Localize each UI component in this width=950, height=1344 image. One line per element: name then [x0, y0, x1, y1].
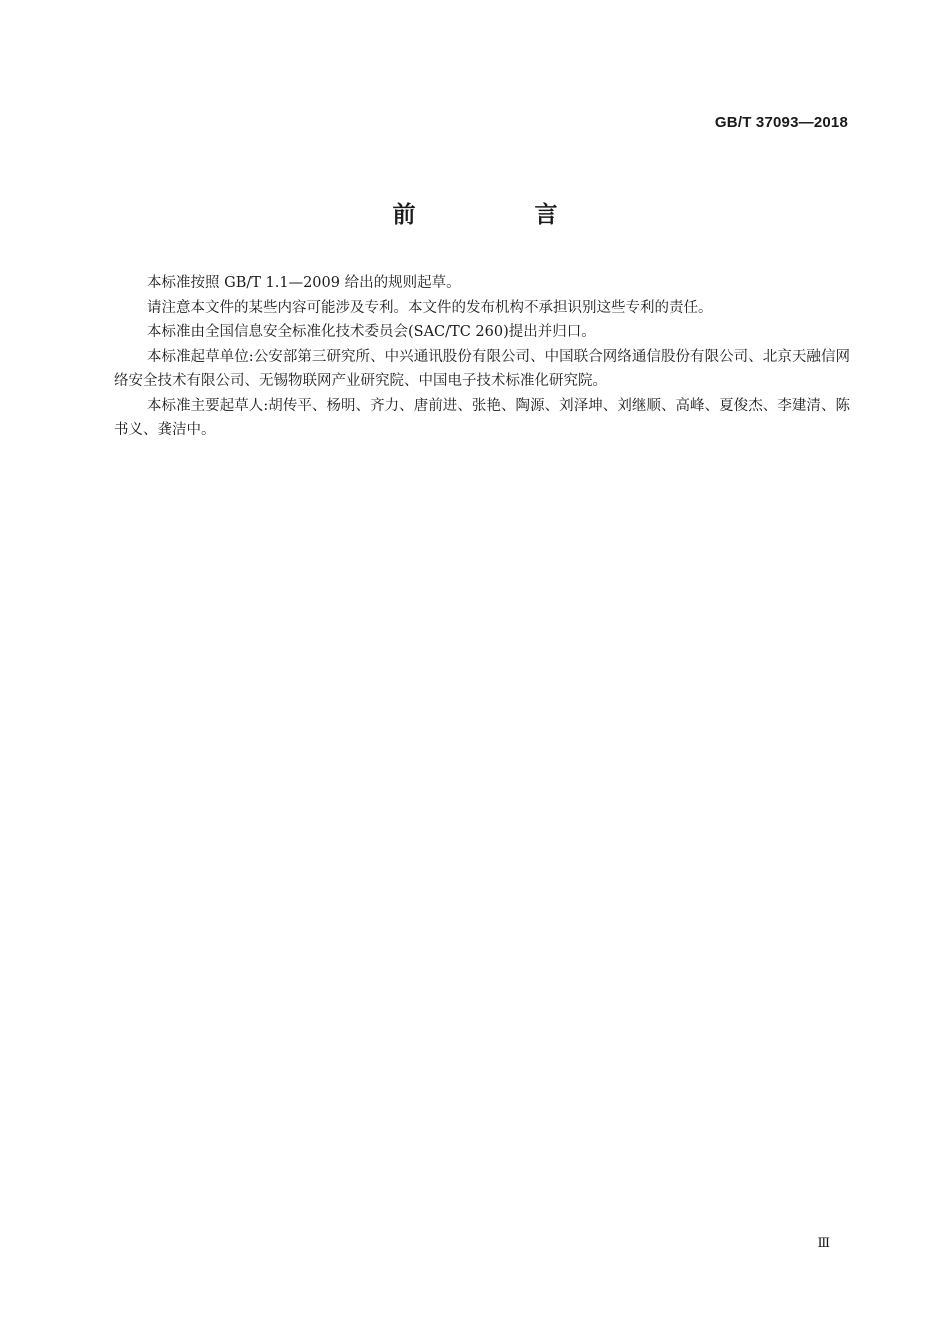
paragraph-drafting-units: 本标准起草单位:公安部第三研究所、中兴通讯股份有限公司、中国联合网络通信股份有限公司、北京天融信网络安全技术有限公司、无锡物联网产业研究院、中国电子技术标准化研究院。 — [114, 348, 850, 389]
paragraph-drafters: 本标准主要起草人:胡传平、杨明、齐力、唐前进、张艳、陶源、刘泽坤、刘继顺、高峰、夏俊杰、李建清、陈书义、龚洁中。 — [114, 397, 850, 438]
standard-number: GB/T 37093—2018 — [714, 114, 848, 131]
paragraph-proposer: 本标准由全国信息安全标准化技术委员会(SAC/TC 260)提出并归口。 — [147, 324, 596, 340]
page-number: Ⅲ — [817, 1236, 830, 1251]
paragraph-patent-notice: 请注意本文件的某些内容可能涉及专利。本文件的发布机构不承担识别这些专利的责任。 — [147, 299, 713, 316]
page-title: 前 言 — [392, 202, 606, 228]
paragraph-drafting-rules: 本标准按照 GB/T 1.1—2009 给出的规则起草。 — [147, 275, 461, 291]
foreword-body — [114, 271, 850, 443]
